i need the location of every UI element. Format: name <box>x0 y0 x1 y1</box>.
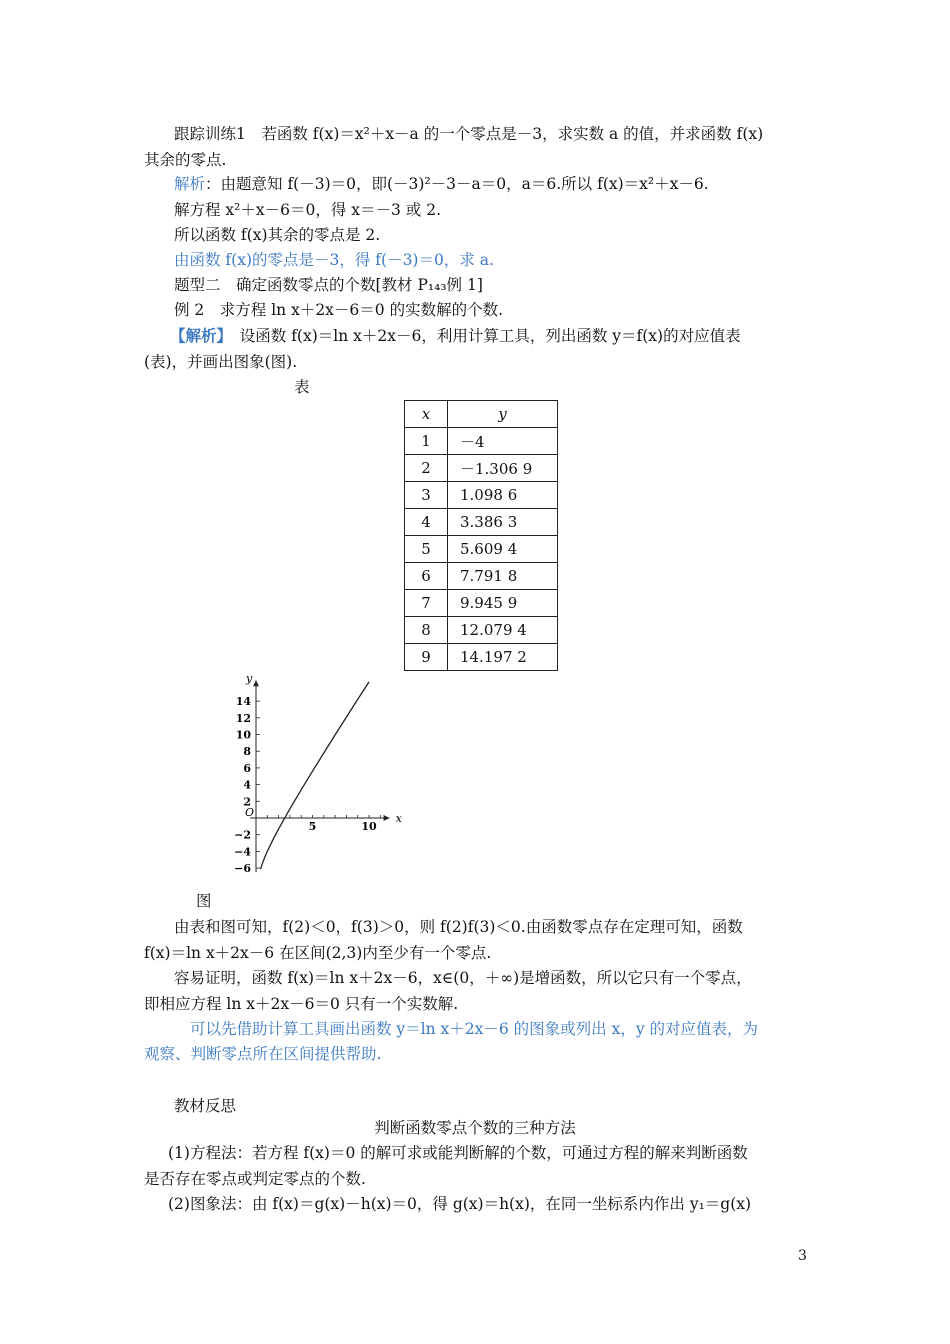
table-cell-x: 7 <box>405 590 448 617</box>
graph-curve <box>261 682 370 869</box>
y-tick-label: 4 <box>243 778 251 792</box>
table-row <box>405 644 558 671</box>
table-cell-y: 14.197 2 <box>448 644 558 671</box>
table-row <box>405 482 558 509</box>
graph-axes <box>245 672 403 872</box>
y-tick-label: 8 <box>243 745 251 759</box>
table-cell-y: －4 <box>448 428 558 455</box>
line-conclusion-4: 即相应方程 ln x＋2x－6＝0 只有一个实数解. <box>144 995 459 1013</box>
textbook-reflection-heading: 教材反思 <box>174 1097 237 1115</box>
table-cell-x: 3 <box>405 482 448 509</box>
x-axis-arrow <box>384 815 390 821</box>
line-conclusion-3: 容易证明，函数 f(x)＝ln x＋2x－6，x∈(0，＋∞)是增函数，所以它只有一个零点， <box>174 969 752 987</box>
table-cell-y: 9.945 9 <box>448 590 558 617</box>
solution-text: ：由题意知 f(－3)＝0，即(－3)²－3－a＝0，a＝6.所以 f(x)＝x²＋x－6. <box>205 175 709 193</box>
function-curve <box>261 682 370 869</box>
table-cell-y: －1.306 9 <box>448 455 558 482</box>
y-tick-label: 6 <box>243 761 251 775</box>
line-analysis-cont: (表)，并画出图象(图). <box>144 353 298 371</box>
origin-label: O <box>245 806 255 819</box>
figure-caption: 图 <box>196 892 212 910</box>
line-conclusion-1: 由表和图可知，f(2)＜0，f(3)＞0，则 f(2)f(3)＜0.由函数零点存在定理可知，函数 <box>174 918 743 936</box>
y-tick-label: 12 <box>235 711 251 725</box>
table-cell-y: 12.079 4 <box>448 617 558 644</box>
x-tick-label: 10 <box>361 820 377 833</box>
line-hint-2-cont: 观察、判断零点所在区间提供帮助. <box>144 1045 382 1063</box>
table-row <box>405 455 558 482</box>
solution-label: 解析 <box>174 175 206 193</box>
table-row <box>405 590 558 617</box>
page-number: 3 <box>798 1248 807 1264</box>
x-tick-label: 5 <box>308 820 317 833</box>
table-header-row <box>405 401 558 428</box>
table-row <box>405 617 558 644</box>
three-methods-title: 判断函数零点个数的三种方法 <box>374 1119 576 1137</box>
table-cell-y: 5.609 4 <box>448 536 558 563</box>
table-header-y: y <box>448 401 558 428</box>
table-row <box>405 428 558 455</box>
y-tick-label: 10 <box>235 728 251 742</box>
line-method-1: (1)方程法：若方程 f(x)＝0 的解可求或能判断解的个数，可通过方程的解来判断函数 <box>168 1144 748 1162</box>
table-cell-x: 6 <box>405 563 448 590</box>
y-axis-label: y <box>246 672 253 686</box>
line-solution-3: 所以函数 f(x)其余的零点是 2. <box>174 226 381 244</box>
y-tick-label: −6 <box>234 862 251 876</box>
line-follow-up-exercise: 跟踪训练1 若函数 f(x)＝x²＋x－a 的一个零点是－3，求实数 a 的值，并求函数 f(x) <box>174 125 764 143</box>
line-solution-1 <box>174 174 709 194</box>
table-cell-x: 2 <box>405 455 448 482</box>
function-graph <box>222 672 402 882</box>
table-cell-x: 1 <box>405 428 448 455</box>
table-cell-x: 9 <box>405 644 448 671</box>
line-method-1-cont: 是否存在零点或判定零点的个数. <box>144 1170 366 1188</box>
line-follow-up-exercise-cont: 其余的零点. <box>144 151 227 169</box>
line-conclusion-2: f(x)＝ln x＋2x－6 在区间(2,3)内至少有一个零点. <box>144 944 492 962</box>
y-axis-arrow <box>253 680 259 686</box>
analysis-label: 【解析】 <box>170 326 225 345</box>
y-tick-label: −2 <box>234 828 251 842</box>
table-cell-y: 1.098 6 <box>448 482 558 509</box>
table-row <box>405 563 558 590</box>
line-method-2: (2)图象法：由 f(x)＝g(x)－h(x)＝0，得 g(x)＝h(x)，在同一坐标系内作出 y₁＝g(x) <box>168 1195 752 1213</box>
table-header-x: x <box>405 401 448 428</box>
y-tick-label: −4 <box>234 845 251 859</box>
x-axis-label: x <box>395 812 402 825</box>
line-type-two-heading: 题型二 确定函数零点的个数[教材 P₁₄₃例 1] <box>174 276 483 294</box>
table-row <box>405 509 558 536</box>
analysis-text: 设函数 f(x)＝ln x＋2x－6，利用计算工具，列出函数 y＝f(x)的对应值表 <box>224 327 741 345</box>
y-tick-label: 14 <box>235 695 251 709</box>
table-cell-y: 7.791 8 <box>448 563 558 590</box>
table-cell-y: 3.386 3 <box>448 509 558 536</box>
y-tick-label: 2 <box>243 795 251 809</box>
table-cell-x: 8 <box>405 617 448 644</box>
table-cell-x: 4 <box>405 509 448 536</box>
line-hint-2: 可以先借助计算工具画出函数 y＝ln x＋2x－6 的图象或列出 x，y 的对应值表，为 <box>190 1020 759 1038</box>
table-row <box>405 536 558 563</box>
value-table <box>404 400 558 671</box>
line-hint-1: 由函数 f(x)的零点是－3，得 f(－3)＝0，求 a. <box>174 251 494 269</box>
line-analysis <box>170 326 741 346</box>
line-solution-2: 解方程 x²＋x－6＝0，得 x＝－3 或 2. <box>174 201 442 219</box>
table-cell-x: 5 <box>405 536 448 563</box>
line-example-2: 例 2 求方程 ln x＋2x－6＝0 的实数解的个数. <box>174 301 504 319</box>
table-caption: 表 <box>294 378 310 396</box>
